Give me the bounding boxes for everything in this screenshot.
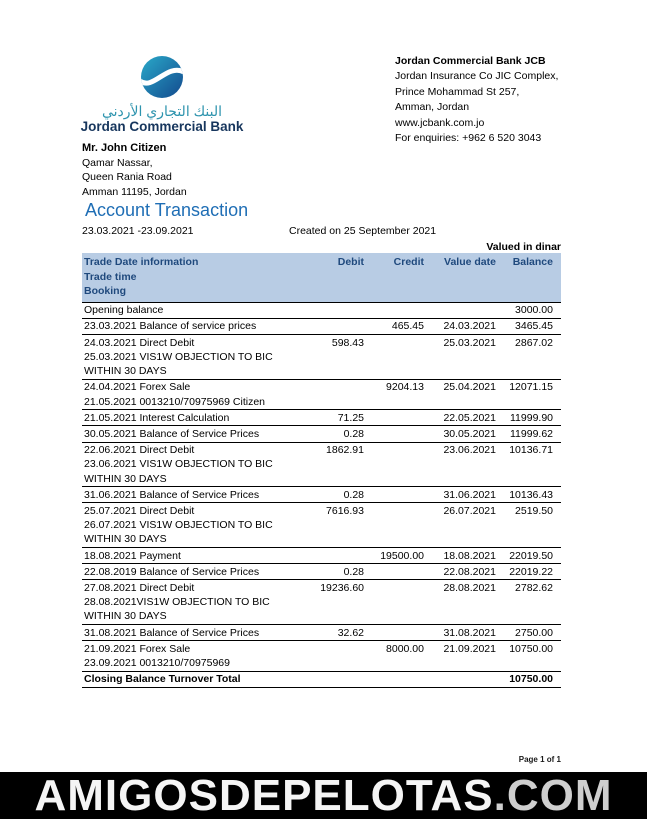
row-description: 22.08.2019 Balance of Service Prices	[84, 565, 260, 578]
table-header	[82, 253, 561, 302]
row-credit	[364, 336, 424, 350]
row-value-date	[424, 595, 496, 609]
watermark-banner	[0, 772, 647, 819]
row-credit	[364, 595, 424, 609]
row-value-date: 26.07.2021	[443, 504, 496, 517]
row-debit: 0.28	[343, 565, 364, 578]
page-number: Page 1 of 1	[518, 755, 561, 764]
table-row	[82, 579, 561, 624]
row-balance: 2782.62	[515, 581, 553, 594]
row-credit: 465.45	[391, 320, 424, 333]
bank-info-block	[395, 54, 570, 146]
statement-created-date: Created on 25 September 2021	[289, 225, 437, 237]
table-row	[82, 547, 561, 563]
row-balance	[496, 656, 561, 670]
row-description: 28.08.2021VIS1W OBJECTION TO BIC	[84, 596, 270, 609]
row-debit	[292, 609, 364, 623]
row-description: 21.09.2021 Forex Sale	[84, 642, 191, 655]
row-value-date: 31.06.2021	[443, 488, 496, 501]
table-row	[82, 318, 561, 334]
page-title: Account Transaction	[85, 200, 249, 220]
row-debit	[292, 380, 364, 394]
row-credit	[364, 626, 424, 640]
table-row	[82, 409, 561, 425]
row-description: 24.04.2021 Forex Sale	[84, 381, 191, 394]
col-header-value-date: Value date	[444, 256, 496, 268]
row-description: 30.05.2021 Balance of Service Prices	[84, 427, 260, 440]
row-debit	[292, 532, 364, 546]
row-description: 31.08.2021 Balance of Service Prices	[84, 626, 260, 639]
row-description: 25.07.2021 Direct Debit	[84, 504, 195, 517]
row-balance	[496, 532, 561, 546]
row-balance	[496, 595, 561, 609]
row-debit	[292, 319, 364, 333]
row-balance: 3465.45	[515, 320, 553, 333]
row-description: 21.05.2021 Interest Calculation	[84, 411, 230, 424]
row-debit	[292, 303, 364, 317]
row-value-date	[424, 457, 496, 471]
statement-period: 23.03.2021 -23.09.2021	[82, 225, 194, 237]
row-debit	[292, 642, 364, 656]
row-credit	[364, 504, 424, 518]
row-value-date	[424, 303, 496, 317]
row-balance: 3000.00	[515, 304, 553, 317]
bank-address-line: Jordan Insurance Co JIC Complex,	[395, 70, 559, 83]
row-description: 27.08.2021 Direct Debit	[84, 581, 195, 594]
row-debit: 0.28	[343, 427, 364, 440]
row-description: 18.08.2021 Payment	[84, 549, 181, 562]
customer-address-line: Amman 11195, Jordan	[82, 185, 187, 198]
row-credit	[364, 350, 424, 364]
bank-name-english: Jordan Commercial Bank	[80, 119, 244, 134]
table-row	[82, 624, 561, 640]
row-balance: 22019.22	[509, 565, 553, 578]
row-debit	[292, 395, 364, 409]
bank-address-line: Prince Mohammad St 257,	[395, 85, 520, 98]
row-debit	[292, 672, 364, 686]
row-debit	[292, 457, 364, 471]
row-credit	[364, 443, 424, 457]
row-credit	[364, 472, 424, 486]
row-value-date	[424, 364, 496, 378]
table-row	[82, 640, 561, 670]
row-credit	[364, 581, 424, 595]
row-credit	[364, 609, 424, 623]
transaction-rows	[82, 302, 561, 688]
row-balance: 12071.15	[509, 381, 553, 394]
row-credit	[364, 565, 424, 579]
row-description: WITHIN 30 DAYS	[84, 365, 167, 378]
col-header-trade-time: Trade time	[84, 270, 137, 283]
row-credit	[364, 411, 424, 425]
row-description: Closing Balance Turnover Total	[84, 673, 241, 686]
row-balance: 2750.00	[515, 626, 553, 639]
row-value-date: 23.06.2021	[443, 444, 496, 457]
row-value-date: 31.08.2021	[443, 626, 496, 639]
row-debit	[292, 350, 364, 364]
table-row	[82, 442, 561, 487]
row-description: 22.06.2021 Direct Debit	[84, 444, 195, 457]
row-balance	[496, 395, 561, 409]
row-credit	[364, 488, 424, 502]
row-value-date	[424, 532, 496, 546]
bank-address-line: Amman, Jordan	[395, 101, 470, 114]
table-row	[82, 486, 561, 502]
row-balance	[496, 609, 561, 623]
row-balance: 11999.90	[509, 411, 553, 424]
row-description: Opening balance	[84, 304, 164, 317]
row-value-date	[424, 395, 496, 409]
row-balance: 10136.71	[509, 444, 553, 457]
row-debit: 0.28	[343, 488, 364, 501]
row-balance: 2867.02	[515, 336, 553, 349]
row-value-date: 22.08.2021	[443, 565, 496, 578]
row-debit: 7616.93	[326, 504, 364, 517]
bank-logo-block	[78, 54, 246, 135]
table-row	[82, 379, 561, 409]
row-credit	[364, 364, 424, 378]
row-credit	[364, 427, 424, 441]
bank-name-arabic: البنك التجاري الأردني	[101, 103, 223, 119]
row-description: 25.03.2021 VIS1W OBJECTION TO BIC	[84, 350, 273, 363]
row-description: WITHIN 30 DAYS	[84, 533, 167, 546]
row-balance: 10750.00	[509, 642, 553, 655]
row-value-date: 18.08.2021	[443, 549, 496, 562]
table-row	[82, 563, 561, 579]
row-description: 23.06.2021 VIS1W OBJECTION TO BIC	[84, 458, 273, 471]
row-balance: 10750.00	[509, 673, 553, 686]
row-description: 26.07.2021 VIS1W OBJECTION TO BIC	[84, 519, 273, 532]
row-credit	[364, 518, 424, 532]
row-description: 23.03.2021 Balance of service prices	[84, 320, 257, 333]
row-value-date: 30.05.2021	[443, 427, 496, 440]
row-value-date	[424, 609, 496, 623]
table-row	[82, 334, 561, 379]
row-debit	[292, 595, 364, 609]
row-balance	[496, 350, 561, 364]
transaction-table	[82, 253, 561, 688]
customer-address-line: Qamar Nassar,	[82, 156, 153, 169]
customer-address-line: Queen Rania Road	[82, 171, 172, 184]
row-description: WITHIN 30 DAYS	[84, 472, 167, 485]
row-balance	[496, 364, 561, 378]
valued-in-label: Valued in dinar	[486, 241, 561, 253]
row-value-date	[424, 656, 496, 670]
row-value-date: 25.03.2021	[443, 336, 496, 349]
row-credit	[364, 303, 424, 317]
col-header-debit: Debit	[337, 256, 364, 268]
row-credit	[364, 457, 424, 471]
row-credit	[364, 532, 424, 546]
row-debit	[292, 364, 364, 378]
bank-enquiries: For enquiries: +962 6 520 3043	[395, 132, 542, 145]
table-row	[82, 302, 561, 318]
row-description: WITHIN 30 DAYS	[84, 610, 167, 623]
row-debit: 32.62	[337, 626, 364, 639]
row-balance: 22019.50	[509, 549, 553, 562]
watermark-text: AMIGOSDEPELOTAS	[34, 770, 494, 820]
table-row	[82, 502, 561, 547]
row-value-date	[424, 672, 496, 686]
row-credit	[364, 672, 424, 686]
row-credit	[364, 395, 424, 409]
bank-website: www.jcbank.com.jo	[395, 116, 485, 129]
row-description: 23.09.2021 0013210/70975969	[84, 656, 230, 669]
bank-name: Jordan Commercial Bank JCB	[395, 55, 546, 67]
row-value-date: 25.04.2021	[443, 381, 496, 394]
row-debit	[292, 549, 364, 563]
row-value-date: 21.09.2021	[443, 642, 496, 655]
row-debit	[292, 656, 364, 670]
row-debit: 19236.60	[320, 581, 364, 594]
row-balance: 2519.50	[515, 504, 553, 517]
row-balance	[496, 472, 561, 486]
row-debit: 71.25	[337, 411, 364, 424]
row-value-date: 24.03.2021	[443, 320, 496, 333]
row-balance	[496, 457, 561, 471]
row-balance: 10136.43	[509, 488, 553, 501]
customer-block	[82, 141, 187, 199]
bank-logo-icon	[139, 54, 185, 100]
watermark-suffix: .COM	[493, 770, 613, 820]
row-credit	[364, 656, 424, 670]
row-description: 31.06.2021 Balance of Service Prices	[84, 488, 260, 501]
row-value-date	[424, 350, 496, 364]
row-balance: 11999.62	[509, 427, 553, 440]
col-header-trade-date: Trade Date information	[84, 256, 199, 268]
table-row	[82, 671, 561, 688]
col-header-credit: Credit	[393, 256, 424, 268]
row-debit: 1862.91	[326, 444, 364, 457]
row-debit	[292, 472, 364, 486]
row-debit: 598.43	[331, 336, 364, 349]
row-credit: 8000.00	[386, 642, 424, 655]
col-header-booking: Booking	[84, 285, 126, 298]
col-header-balance: Balance	[512, 256, 553, 268]
row-value-date: 28.08.2021	[443, 581, 496, 594]
customer-name: Mr. John Citizen	[82, 142, 167, 154]
table-row	[82, 425, 561, 441]
row-description: 24.03.2021 Direct Debit	[84, 336, 195, 349]
row-value-date	[424, 518, 496, 532]
row-balance	[496, 518, 561, 532]
row-credit: 19500.00	[380, 549, 424, 562]
row-credit: 9204.13	[386, 381, 424, 394]
row-value-date	[424, 472, 496, 486]
row-value-date: 22.05.2021	[443, 411, 496, 424]
row-debit	[292, 518, 364, 532]
row-description: 21.05.2021 0013210/70975969 Citizen	[84, 395, 265, 408]
